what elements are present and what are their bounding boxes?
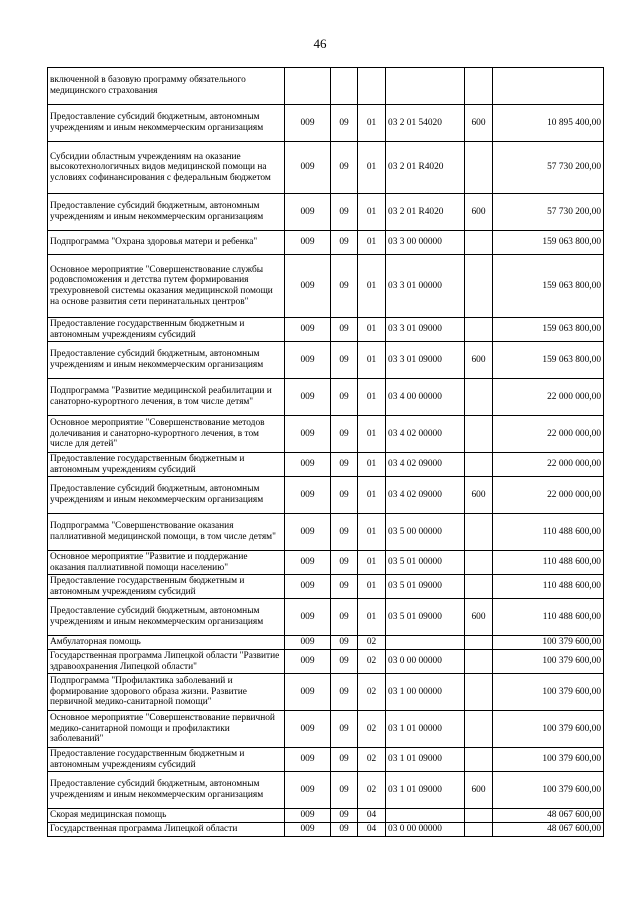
- cell-amount: 57 730 200,00: [493, 142, 604, 194]
- cell-ministry-code: 009: [285, 379, 331, 416]
- cell-ministry-code: 009: [285, 255, 331, 318]
- cell-expense-type: 600: [465, 599, 493, 636]
- cell-section: 09: [331, 823, 358, 837]
- cell-target-article: 03 3 01 09000: [386, 342, 465, 379]
- cell-amount: 100 379 600,00: [493, 772, 604, 809]
- cell-section: 09: [331, 255, 358, 318]
- cell-subsection: 01: [358, 477, 386, 514]
- cell-subsection: 02: [358, 772, 386, 809]
- cell-subsection: 01: [358, 551, 386, 575]
- table-row: [48, 453, 604, 477]
- table-row: [48, 809, 604, 823]
- cell-subsection: 01: [358, 453, 386, 477]
- cell-expense-type: [465, 68, 493, 105]
- cell-name: Предоставление государственным бюджетным и автономным учреждениям субсидий: [48, 748, 285, 772]
- cell-expense-type: [465, 255, 493, 318]
- cell-subsection: 01: [358, 514, 386, 551]
- cell-subsection: 01: [358, 416, 386, 453]
- cell-expense-type: [465, 231, 493, 255]
- cell-target-article: 03 2 01 R4020: [386, 142, 465, 194]
- cell-amount: 110 488 600,00: [493, 551, 604, 575]
- cell-ministry-code: 009: [285, 674, 331, 711]
- cell-target-article: 03 3 00 00000: [386, 231, 465, 255]
- cell-amount: 100 379 600,00: [493, 711, 604, 748]
- cell-amount: 57 730 200,00: [493, 194, 604, 231]
- cell-amount: 10 895 400,00: [493, 105, 604, 142]
- cell-expense-type: [465, 711, 493, 748]
- cell-expense-type: 600: [465, 477, 493, 514]
- cell-section: 09: [331, 772, 358, 809]
- cell-target-article: [386, 68, 465, 105]
- cell-subsection: 01: [358, 105, 386, 142]
- cell-name: Предоставление субсидий бюджетным, автономным учреждениям и иным некоммерческим организациям: [48, 105, 285, 142]
- table-row: [48, 772, 604, 809]
- cell-section: 09: [331, 575, 358, 599]
- cell-expense-type: 600: [465, 105, 493, 142]
- cell-ministry-code: [285, 68, 331, 105]
- cell-ministry-code: 009: [285, 453, 331, 477]
- cell-subsection: 01: [358, 318, 386, 342]
- table-row: [48, 231, 604, 255]
- cell-name: Основное мероприятие "Совершенствование первичной медико-санитарной помощи и профилактики заболеваний": [48, 711, 285, 748]
- cell-name: Амбулаторная помощь: [48, 636, 285, 650]
- cell-ministry-code: 009: [285, 711, 331, 748]
- cell-amount: 22 000 000,00: [493, 416, 604, 453]
- cell-expense-type: [465, 379, 493, 416]
- cell-ministry-code: 009: [285, 599, 331, 636]
- table-row: [48, 379, 604, 416]
- cell-subsection: 01: [358, 342, 386, 379]
- cell-expense-type: [465, 416, 493, 453]
- table-row: [48, 514, 604, 551]
- cell-ministry-code: 009: [285, 636, 331, 650]
- cell-expense-type: [465, 142, 493, 194]
- cell-expense-type: [465, 674, 493, 711]
- cell-ministry-code: 009: [285, 142, 331, 194]
- cell-amount: 100 379 600,00: [493, 674, 604, 711]
- cell-section: 09: [331, 379, 358, 416]
- cell-target-article: 03 0 00 00000: [386, 650, 465, 674]
- cell-amount: 159 063 800,00: [493, 318, 604, 342]
- cell-expense-type: [465, 453, 493, 477]
- cell-expense-type: [465, 748, 493, 772]
- cell-ministry-code: 009: [285, 772, 331, 809]
- cell-amount: 110 488 600,00: [493, 599, 604, 636]
- cell-expense-type: [465, 636, 493, 650]
- cell-name: Основное мероприятие "Совершенствование методов долечивания и санаторно-курортного лечения, в том числе для детей": [48, 416, 285, 453]
- cell-section: 09: [331, 674, 358, 711]
- cell-target-article: 03 5 01 09000: [386, 599, 465, 636]
- cell-name: Подпрограмма "Охрана здоровья матери и ребенка": [48, 231, 285, 255]
- cell-section: 09: [331, 318, 358, 342]
- cell-subsection: 01: [358, 599, 386, 636]
- cell-expense-type: 600: [465, 772, 493, 809]
- cell-name: Предоставление государственным бюджетным и автономным учреждениям субсидий: [48, 318, 285, 342]
- cell-target-article: 03 2 01 R4020: [386, 194, 465, 231]
- cell-name: Предоставление государственным бюджетным и автономным учреждениям субсидий: [48, 453, 285, 477]
- budget-table: [47, 67, 604, 837]
- cell-section: 09: [331, 748, 358, 772]
- cell-section: 09: [331, 231, 358, 255]
- cell-ministry-code: 009: [285, 342, 331, 379]
- cell-expense-type: 600: [465, 194, 493, 231]
- cell-ministry-code: 009: [285, 477, 331, 514]
- cell-amount: 48 067 600,00: [493, 809, 604, 823]
- cell-ministry-code: 009: [285, 551, 331, 575]
- table-row: [48, 551, 604, 575]
- cell-name: Предоставление субсидий бюджетным, автономным учреждениям и иным некоммерческим организациям: [48, 342, 285, 379]
- cell-ministry-code: 009: [285, 105, 331, 142]
- cell-target-article: 03 5 01 09000: [386, 575, 465, 599]
- cell-amount: 22 000 000,00: [493, 477, 604, 514]
- cell-section: 09: [331, 416, 358, 453]
- cell-expense-type: [465, 809, 493, 823]
- cell-section: 09: [331, 477, 358, 514]
- cell-section: 09: [331, 194, 358, 231]
- cell-name: Скорая медицинская помощь: [48, 809, 285, 823]
- table-row: [48, 748, 604, 772]
- cell-subsection: 01: [358, 255, 386, 318]
- cell-ministry-code: 009: [285, 809, 331, 823]
- cell-expense-type: [465, 575, 493, 599]
- page-number: 46: [313, 36, 327, 51]
- table-row: [48, 68, 604, 105]
- cell-amount: 159 063 800,00: [493, 231, 604, 255]
- cell-amount: 22 000 000,00: [493, 379, 604, 416]
- cell-amount: 159 063 800,00: [493, 342, 604, 379]
- table-row: [48, 318, 604, 342]
- cell-amount: 100 379 600,00: [493, 636, 604, 650]
- cell-subsection: 04: [358, 809, 386, 823]
- cell-expense-type: [465, 650, 493, 674]
- cell-subsection: 01: [358, 379, 386, 416]
- cell-target-article: [386, 809, 465, 823]
- cell-target-article: [386, 636, 465, 650]
- cell-name: Субсидии областным учреждениям на оказание высокотехнологичных видов медицинской помощи на условиях софинансирования с федеральным бюджетом: [48, 142, 285, 194]
- cell-ministry-code: 009: [285, 823, 331, 837]
- cell-target-article: 03 4 02 00000: [386, 416, 465, 453]
- cell-target-article: 03 1 00 00000: [386, 674, 465, 711]
- cell-section: 09: [331, 711, 358, 748]
- cell-amount: 100 379 600,00: [493, 748, 604, 772]
- cell-name: Основное мероприятие "Совершенствование службы родовспоможения и детства путем формирования трехуровневой системы оказания медицинской помощи на основе развития сети перинатальных центров": [48, 255, 285, 318]
- cell-target-article: 03 2 01 54020: [386, 105, 465, 142]
- cell-ministry-code: 009: [285, 748, 331, 772]
- table-row: [48, 416, 604, 453]
- table-row: [48, 255, 604, 318]
- cell-subsection: 01: [358, 575, 386, 599]
- cell-section: 09: [331, 636, 358, 650]
- cell-name: включенной в базовую программу обязательного медицинского страхования: [48, 68, 285, 105]
- cell-name: Подпрограмма "Развитие медицинской реабилитации и санаторно-курортного лечения, в том числе детям": [48, 379, 285, 416]
- cell-name: Государственная программа Липецкой области "Развитие здравоохранения Липецкой области": [48, 650, 285, 674]
- cell-target-article: 03 3 01 00000: [386, 255, 465, 318]
- cell-name: Основное мероприятие "Развитие и поддержание оказания паллиативной помощи населению": [48, 551, 285, 575]
- cell-section: 09: [331, 142, 358, 194]
- cell-ministry-code: 009: [285, 650, 331, 674]
- table-row: [48, 477, 604, 514]
- cell-subsection: 02: [358, 711, 386, 748]
- cell-subsection: 02: [358, 674, 386, 711]
- cell-section: [331, 68, 358, 105]
- table-row: [48, 636, 604, 650]
- cell-target-article: 03 1 01 00000: [386, 711, 465, 748]
- cell-name: Подпрограмма "Совершенствование оказания паллиативной медицинской помощи, в том числе детям": [48, 514, 285, 551]
- cell-subsection: 01: [358, 194, 386, 231]
- cell-ministry-code: 009: [285, 575, 331, 599]
- cell-section: 09: [331, 650, 358, 674]
- table-row: [48, 823, 604, 837]
- cell-subsection: [358, 68, 386, 105]
- cell-amount: 100 379 600,00: [493, 650, 604, 674]
- cell-target-article: 03 5 01 00000: [386, 551, 465, 575]
- table-body: [48, 68, 604, 837]
- cell-expense-type: [465, 823, 493, 837]
- cell-section: 09: [331, 514, 358, 551]
- cell-ministry-code: 009: [285, 231, 331, 255]
- cell-target-article: 03 4 00 00000: [386, 379, 465, 416]
- cell-subsection: 01: [358, 142, 386, 194]
- cell-name: Государственная программа Липецкой области: [48, 823, 285, 837]
- cell-amount: 110 488 600,00: [493, 575, 604, 599]
- cell-target-article: 03 5 00 00000: [386, 514, 465, 551]
- cell-section: 09: [331, 453, 358, 477]
- cell-expense-type: [465, 551, 493, 575]
- cell-name: Предоставление субсидий бюджетным, автономным учреждениям и иным некоммерческим организациям: [48, 477, 285, 514]
- table-row: [48, 342, 604, 379]
- cell-ministry-code: 009: [285, 514, 331, 551]
- cell-subsection: 02: [358, 748, 386, 772]
- cell-name: Предоставление субсидий бюджетным, автономным учреждениям и иным некоммерческим организациям: [48, 599, 285, 636]
- cell-amount: 22 000 000,00: [493, 453, 604, 477]
- cell-subsection: 04: [358, 823, 386, 837]
- cell-subsection: 01: [358, 231, 386, 255]
- cell-name: Предоставление субсидий бюджетным, автономным учреждениям и иным некоммерческим организациям: [48, 194, 285, 231]
- cell-section: 09: [331, 551, 358, 575]
- cell-ministry-code: 009: [285, 318, 331, 342]
- table-row: [48, 711, 604, 748]
- cell-ministry-code: 009: [285, 194, 331, 231]
- cell-section: 09: [331, 599, 358, 636]
- table-row: [48, 142, 604, 194]
- cell-subsection: 02: [358, 636, 386, 650]
- cell-name: Предоставление государственным бюджетным и автономным учреждениям субсидий: [48, 575, 285, 599]
- cell-target-article: 03 0 00 00000: [386, 823, 465, 837]
- cell-amount: 48 067 600,00: [493, 823, 604, 837]
- cell-target-article: 03 4 02 09000: [386, 477, 465, 514]
- table-row: [48, 650, 604, 674]
- cell-subsection: 02: [358, 650, 386, 674]
- cell-target-article: 03 3 01 09000: [386, 318, 465, 342]
- cell-target-article: 03 1 01 09000: [386, 772, 465, 809]
- cell-target-article: 03 4 02 09000: [386, 453, 465, 477]
- cell-target-article: 03 1 01 09000: [386, 748, 465, 772]
- table-row: [48, 194, 604, 231]
- cell-name: Предоставление субсидий бюджетным, автономным учреждениям и иным некоммерческим организациям: [48, 772, 285, 809]
- cell-expense-type: [465, 514, 493, 551]
- cell-ministry-code: 009: [285, 416, 331, 453]
- cell-section: 09: [331, 809, 358, 823]
- cell-name: Подпрограмма "Профилактика заболеваний и формирование здорового образа жизни. Развитие первичной медико-санитарной помощи": [48, 674, 285, 711]
- cell-expense-type: 600: [465, 342, 493, 379]
- cell-amount: 159 063 800,00: [493, 255, 604, 318]
- cell-amount: 110 488 600,00: [493, 514, 604, 551]
- cell-section: 09: [331, 105, 358, 142]
- table-row: [48, 599, 604, 636]
- table-row: [48, 674, 604, 711]
- table-row: [48, 575, 604, 599]
- cell-amount: [493, 68, 604, 105]
- cell-expense-type: [465, 318, 493, 342]
- table-row: [48, 105, 604, 142]
- cell-section: 09: [331, 342, 358, 379]
